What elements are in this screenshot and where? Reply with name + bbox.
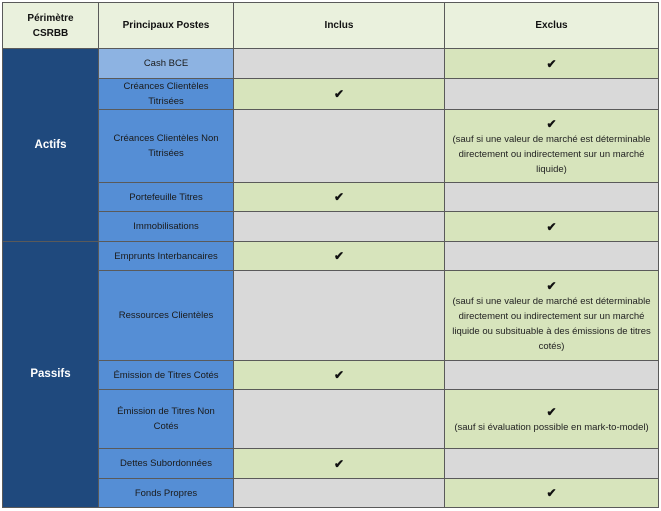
header-perimetre: Périmètre CSRBB bbox=[3, 3, 99, 49]
exclusion-note: (sauf si évaluation possible en mark-to-model) bbox=[454, 421, 649, 433]
exclus-cell bbox=[445, 242, 659, 271]
poste-fonds-propres: Fonds Propres bbox=[99, 479, 234, 508]
table-row bbox=[3, 79, 659, 110]
table-row bbox=[3, 479, 659, 508]
exclus-cell bbox=[445, 212, 659, 242]
inclus-cell bbox=[234, 479, 445, 508]
poste-cash-bce: Cash BCE bbox=[99, 49, 234, 79]
checkmark-icon: ✔ bbox=[333, 368, 345, 382]
checkmark-icon: ✔ bbox=[546, 116, 557, 131]
checkmark-icon: ✔ bbox=[546, 486, 557, 500]
poste-emission-titres-non-cotes: Émission de Titres Non Cotés bbox=[99, 390, 234, 449]
group-passifs: Passifs bbox=[3, 242, 99, 508]
exclus-cell bbox=[445, 271, 659, 361]
inclus-cell bbox=[234, 271, 445, 361]
exclus-cell bbox=[445, 479, 659, 508]
table-row bbox=[3, 390, 659, 449]
checkmark-icon: ✔ bbox=[546, 404, 557, 419]
table-row bbox=[3, 242, 659, 271]
exclusion-note: (sauf si une valeur de marché est déterminable directement ou indirectement sur un marché liquide) bbox=[452, 133, 651, 175]
inclus-cell bbox=[234, 110, 445, 183]
poste-emission-titres-cotes: Émission de Titres Cotés bbox=[99, 361, 234, 390]
header-principaux-postes: Principaux Postes bbox=[99, 3, 234, 49]
exclus-cell bbox=[445, 361, 659, 390]
group-actifs: Actifs bbox=[3, 49, 99, 242]
table-row bbox=[3, 449, 659, 479]
exclus-cell bbox=[445, 183, 659, 212]
checkmark-icon: ✔ bbox=[333, 87, 345, 101]
table-row bbox=[3, 271, 659, 361]
inclus-cell bbox=[234, 212, 445, 242]
inclus-cell bbox=[234, 79, 445, 110]
inclus-cell bbox=[234, 361, 445, 390]
inclus-cell bbox=[234, 390, 445, 449]
header-row bbox=[3, 3, 659, 49]
checkmark-icon: ✔ bbox=[546, 278, 557, 293]
header-inclus: Inclus bbox=[234, 3, 445, 49]
table-row bbox=[3, 183, 659, 212]
csrbb-perimeter-table bbox=[2, 2, 658, 507]
exclusion-note: (sauf si une valeur de marché est déterminable directement ou indirectement sur un marché liquide ou subsituable à des émissions de titres cotés) bbox=[452, 295, 651, 352]
exclus-cell bbox=[445, 49, 659, 79]
poste-ressources-clienteles: Ressources Clientèles bbox=[99, 271, 234, 361]
inclus-cell bbox=[234, 183, 445, 212]
checkmark-icon: ✔ bbox=[546, 219, 557, 234]
exclus-cell bbox=[445, 110, 659, 183]
checkmark-icon: ✔ bbox=[333, 456, 345, 471]
inclus-cell bbox=[234, 449, 445, 479]
poste-creances-titrisees: Créances Clientèles Titrisées bbox=[99, 79, 234, 110]
poste-immobilisations: Immobilisations bbox=[99, 212, 234, 242]
poste-portefeuille-titres: Portefeuille Titres bbox=[99, 183, 234, 212]
exclus-cell bbox=[445, 79, 659, 110]
exclus-cell bbox=[445, 449, 659, 479]
checkmark-icon: ✔ bbox=[333, 190, 345, 204]
table-row bbox=[3, 361, 659, 390]
inclus-cell bbox=[234, 242, 445, 271]
poste-creances-non-titrisees: Créances Clientèles Non Titrisées bbox=[99, 110, 234, 183]
inclus-cell bbox=[234, 49, 445, 79]
poste-emprunts-interbancaires: Emprunts Interbancaires bbox=[99, 242, 234, 271]
table-row bbox=[3, 49, 659, 79]
exclus-cell bbox=[445, 390, 659, 449]
checkmark-icon: ✔ bbox=[333, 249, 345, 263]
header-exclus: Exclus bbox=[445, 3, 659, 49]
checkmark-icon: ✔ bbox=[546, 56, 557, 71]
table-row bbox=[3, 110, 659, 183]
poste-dettes-subordonnees: Dettes Subordonnées bbox=[99, 449, 234, 479]
table-row bbox=[3, 212, 659, 242]
